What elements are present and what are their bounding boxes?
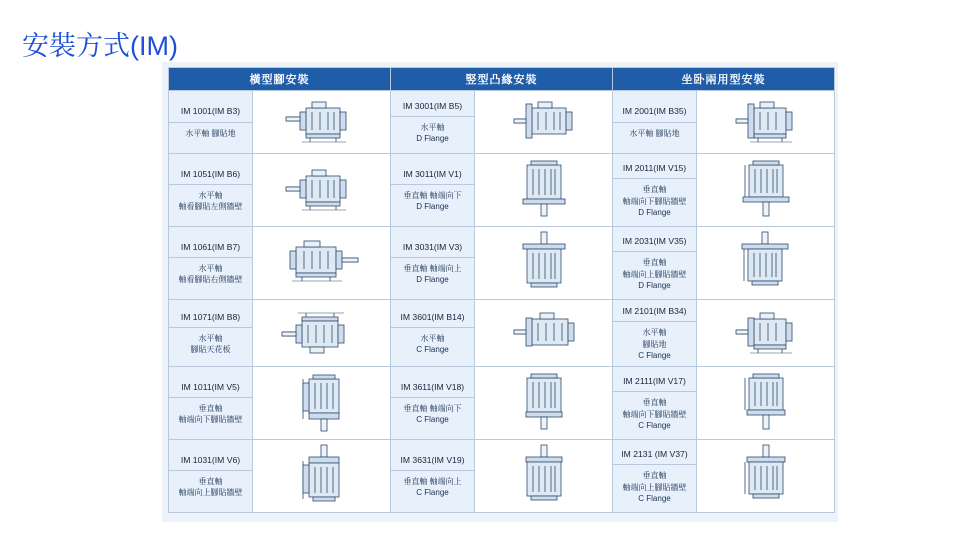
figure-cell	[253, 227, 391, 300]
row-label	[613, 154, 697, 227]
im-code: IM 3631(IM V19)	[391, 449, 474, 471]
group-header-vertical-flange: 竪型凸緣安裝	[391, 68, 613, 91]
figure-cell	[697, 91, 835, 154]
motor-vertical-up-wall-c-icon	[697, 440, 834, 512]
row-label	[391, 440, 475, 513]
figure-cell	[697, 154, 835, 227]
motor-flange-horizontal-d-icon	[475, 91, 612, 153]
im-code: IM 3011(IM V1)	[391, 163, 474, 185]
figure-cell	[475, 300, 613, 367]
im-desc: 垂直軸 軸端向下 C Flange	[403, 404, 462, 425]
figure-cell	[253, 154, 391, 227]
im-desc: 垂直軸 軸端向上腳貼牆壁	[178, 477, 243, 498]
figure-cell	[253, 367, 391, 440]
motor-vertical-up-wall-icon	[253, 440, 390, 512]
im-code: IM 3001(IM B5)	[391, 95, 474, 117]
table-header-row	[169, 68, 835, 91]
table-row	[169, 300, 835, 367]
im-desc: 水平軸 軸看腳貼左側牆壁	[178, 191, 243, 212]
row-label	[169, 91, 253, 154]
motor-vertical-down-wall-c-icon	[697, 367, 834, 439]
im-code: IM 3031(IM V3)	[391, 236, 474, 258]
figure-cell	[697, 440, 835, 513]
figure-cell	[253, 91, 391, 154]
motor-ceiling-icon	[253, 300, 390, 366]
im-code: IM 3611(IM V18)	[391, 376, 474, 398]
im-desc: 水平軸 C Flange	[416, 334, 449, 355]
motor-vertical-up-c-icon	[475, 440, 612, 512]
im-code: IM 2111(IM V17)	[613, 370, 696, 392]
motor-vertical-down-c-icon	[475, 367, 612, 439]
im-desc: 水平軸 腳貼地	[185, 128, 236, 138]
im-code: IM 2031(IM V35)	[613, 230, 696, 252]
motor-vertical-up-d-icon	[475, 227, 612, 299]
im-desc: 垂直軸 軸端向上腳貼牆壁 C Flange	[622, 471, 687, 503]
figure-cell	[697, 227, 835, 300]
motor-vertical-up-wall-d-icon	[697, 227, 834, 299]
im-desc: 水平軸 軸看腳貼右側牆壁	[178, 264, 243, 285]
motor-vertical-down-d-icon	[475, 154, 612, 226]
figure-cell	[475, 91, 613, 154]
row-label	[391, 227, 475, 300]
table-row	[169, 367, 835, 440]
row-label	[391, 367, 475, 440]
row-label	[391, 300, 475, 367]
figure-cell	[253, 440, 391, 513]
row-label	[391, 91, 475, 154]
im-desc: 垂直軸 軸端向下腳貼牆壁	[178, 404, 243, 425]
row-label	[169, 367, 253, 440]
row-label	[169, 440, 253, 513]
im-desc: 水平軸 腳貼天花板	[190, 334, 231, 355]
im-desc: 垂直軸 軸端向下腳貼牆壁 C Flange	[622, 398, 687, 430]
im-code: IM 2001(IM B35)	[613, 100, 696, 122]
row-label	[613, 367, 697, 440]
motor-foot-flange-horizontal-icon	[697, 91, 834, 153]
im-code: IM 2011(IM V15)	[613, 157, 696, 179]
im-desc: 水平軸 腳貼地	[629, 128, 680, 138]
table-row	[169, 91, 835, 154]
figure-cell	[697, 300, 835, 367]
im-code: IM 2101(IM B34)	[613, 300, 696, 322]
row-label	[169, 227, 253, 300]
im-code: IM 1031(IM V6)	[169, 449, 252, 471]
figure-cell	[475, 154, 613, 227]
figure-cell	[475, 367, 613, 440]
motor-foot-flange-c-icon	[697, 300, 834, 366]
im-table	[168, 67, 835, 513]
im-table-panel	[162, 62, 838, 522]
row-label	[613, 300, 697, 367]
im-code: IM 2131 (IM V37)	[613, 443, 696, 465]
figure-cell	[475, 227, 613, 300]
im-desc: 水平軸 D Flange	[416, 123, 449, 144]
figure-cell	[253, 300, 391, 367]
motor-vertical-down-wall-icon	[253, 367, 390, 439]
motor-wall-left-icon	[253, 154, 390, 226]
im-code: IM 3601(IM B14)	[391, 306, 474, 328]
table-row	[169, 227, 835, 300]
row-label	[391, 154, 475, 227]
figure-cell	[697, 367, 835, 440]
row-label	[169, 154, 253, 227]
im-desc: 垂直軸 軸端向下 D Flange	[403, 191, 462, 212]
motor-foot-horizontal-icon	[253, 91, 390, 153]
figure-cell	[475, 440, 613, 513]
row-label	[613, 91, 697, 154]
im-desc: 水平軸 腳貼地 C Flange	[638, 328, 671, 360]
im-code: IM 1051(IM B6)	[169, 163, 252, 185]
im-desc: 垂直軸 軸端向下腳貼牆壁 D Flange	[622, 185, 687, 217]
row-label	[169, 300, 253, 367]
motor-flange-horizontal-c-icon	[475, 300, 612, 366]
im-code: IM 1071(IM B8)	[169, 306, 252, 328]
im-code: IM 1011(IM V5)	[169, 376, 252, 398]
motor-wall-right-icon	[253, 227, 390, 299]
table-row	[169, 440, 835, 513]
group-header-horizontal: 橫型腳安裝	[169, 68, 391, 91]
im-code: IM 1061(IM B7)	[169, 236, 252, 258]
im-code: IM 1001(IM B3)	[169, 100, 252, 122]
im-desc: 垂直軸 軸端向上 C Flange	[403, 477, 462, 498]
im-desc: 垂直軸 軸端向上 D Flange	[403, 264, 462, 285]
page-title: 安裝方式(IM)	[22, 31, 178, 61]
group-header-combined: 坐卧兩用型安裝	[613, 68, 835, 91]
motor-vertical-down-wall-d-icon	[697, 154, 834, 226]
row-label	[613, 227, 697, 300]
table-row	[169, 154, 835, 227]
im-desc: 垂直軸 軸端向上腳貼牆壁 D Flange	[622, 258, 687, 290]
row-label	[613, 440, 697, 513]
